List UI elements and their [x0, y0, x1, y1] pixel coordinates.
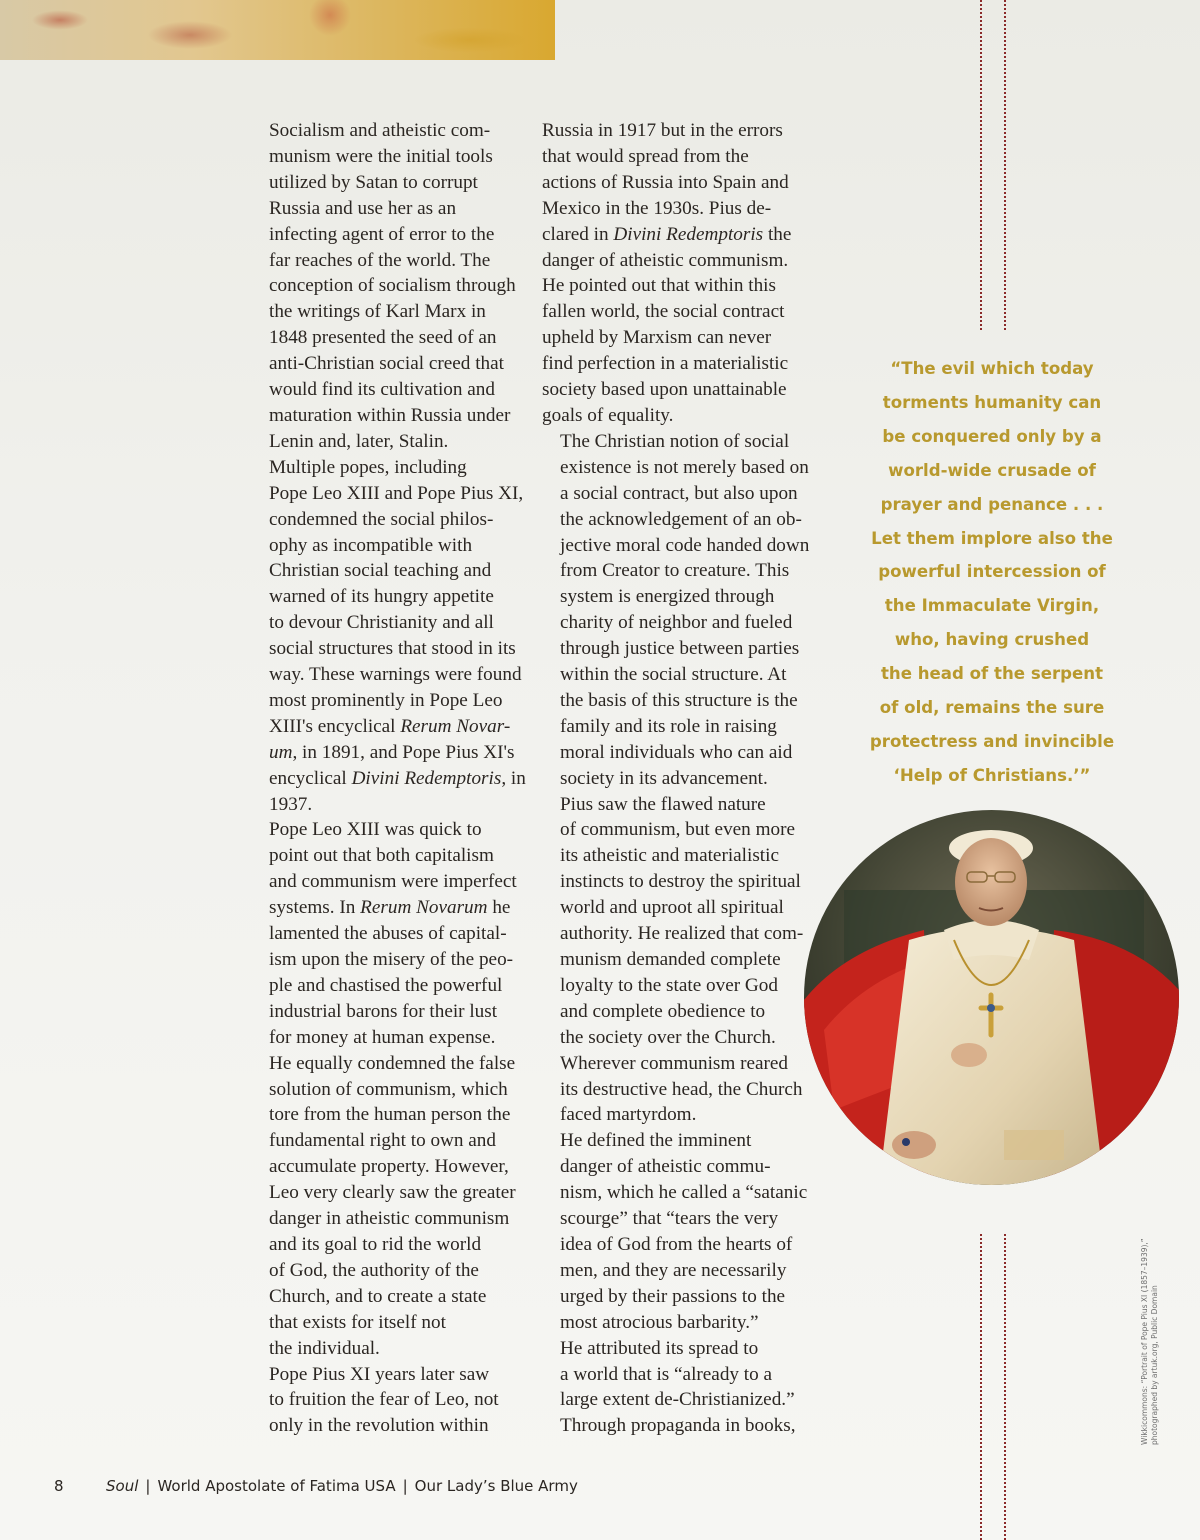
col1-paragraph-3: Pope Leo XIII was quick to point out that both capitalism and communism were imperfect systems. In Rerum Novarum he lamented the abuses of capital- ism upon the misery of the peo- ple and chastised the powerful industrial barons for their lust for money at human expense. He equally condemned the false solution of communism, which tore from the human person the fundamental right to own and accumulate property. However, Leo very clearly saw the greater danger in atheistic communism and its goal to rid the world of God, the authority of the Church, and to create a state that exists for itself not the individual.	[269, 819, 517, 1359]
col1-paragraph-1: Socialism and atheistic com- munism were the initial tools utilized by Satan to corrupt Russia and use her as an infecting agent of error to the far reaches of the world. The conception of socialism through the writings of Karl Marx in 1848 presented the seed of an anti-Christian social creed that would find its cultivation and maturation within Russia under Lenin and, later, Stalin.	[269, 120, 516, 452]
footer-separator: |	[402, 1477, 408, 1495]
encyclical-title: Divini Redemptoris	[351, 767, 502, 789]
article-column-1	[251, 118, 526, 1439]
col2-paragraph-4: He defined the imminent danger of atheistic commu- nism, which he called a “satanic scourge” that “tears the very idea of God from the hearts of men, and they are necessarily urged by their passions to the most atrocious barbarity.”	[560, 1130, 808, 1333]
pope-pius-xi-portrait	[804, 810, 1179, 1185]
portrait-illustration	[804, 810, 1179, 1185]
col2-paragraph-5: He attributed its spread to a world that is “already to a large extent de-Christianized.” Through propaganda in books,	[560, 1337, 796, 1437]
col1-paragraph-2: Multiple popes, including Pope Leo XIII and Pope Pius XI, condemned the social philos- ophy as incompatible with Christian social teaching and warned of its hungry appetite to devour Christianity and all social structures that stood in its way. These warnings were found most prominently in Pope Leo XIII's encyclical Rerum Novar- um, in 1891, and Pope Pius XI's encyclical Divini Redemptoris, in 1937.	[269, 456, 526, 815]
col1-paragraph-4: Pope Pius XI years later saw to fruition the fear of Leo, not only in the revolution within	[269, 1363, 499, 1437]
footer-separator: |	[145, 1477, 151, 1495]
encyclical-title: Rerum Novarum	[360, 897, 488, 919]
page-footer	[54, 1477, 578, 1495]
encyclical-title: Rerum Novar-	[400, 715, 511, 737]
dotted-rule-bottom	[980, 1234, 1006, 1540]
article-column-2	[542, 118, 810, 1439]
encyclical-title: Divini Redemptoris	[613, 223, 764, 245]
encyclical-title: um	[269, 741, 293, 763]
photo-credit: Wikkicommons: “Portrait of Pope Pius XI (1857–1939),” photographed by artuk.org, Public Domain	[1140, 1238, 1159, 1445]
dotted-rule-top	[980, 0, 1006, 330]
col2-paragraph-3: Pius saw the flawed nature of communism, but even more its atheistic and materialistic instincts to destroy the spiritual world and uproot all spiritual authority. He realized that com- munism demanded complete loyalty to the state over God and complete obedience to the society over the Church. Wherever communism reared its destructive head, the Church faced martyrdom.	[560, 793, 804, 1126]
magazine-title: Soul	[106, 1477, 139, 1495]
page-number: 8	[54, 1477, 64, 1495]
col2-paragraph-2: The Christian notion of social existence is not merely based on a social contract, but also upon the acknowledgement of an ob- jective moral code handed down from Creator to creature. This system is energized through charity of neighbor and fueled through justice between parties within the social structure. At the basis of this structure is the family and its role in raising moral individuals who can aid society in its advancement.	[560, 430, 810, 789]
organization-tagline: Our Lady’s Blue Army	[414, 1477, 578, 1495]
pull-quote: “The evil which today torments humanity can be conquered only by a world-wide crusade of prayer and penance . . . Let them implore also the powerful intercession of the Immaculate Virgin, who, having crushed the head of the serpent of old, remains the sure protectress and invincible ‘Help of Christians.’”	[869, 359, 1115, 785]
col2-paragraph-1: Russia in 1917 but in the errors that would spread from the actions of Russia into Spain and Mexico in the 1930s. Pius de- clared in Divini Redemptoris the danger of atheistic communism. He pointed out that within this fallen world, the social contract upheld by Marxism can never find perfection in a materialistic society based upon unattainable goals of equality.	[542, 120, 792, 426]
header-fresco-image	[0, 0, 555, 60]
organization-name: World Apostolate of Fatima USA	[157, 1477, 396, 1495]
